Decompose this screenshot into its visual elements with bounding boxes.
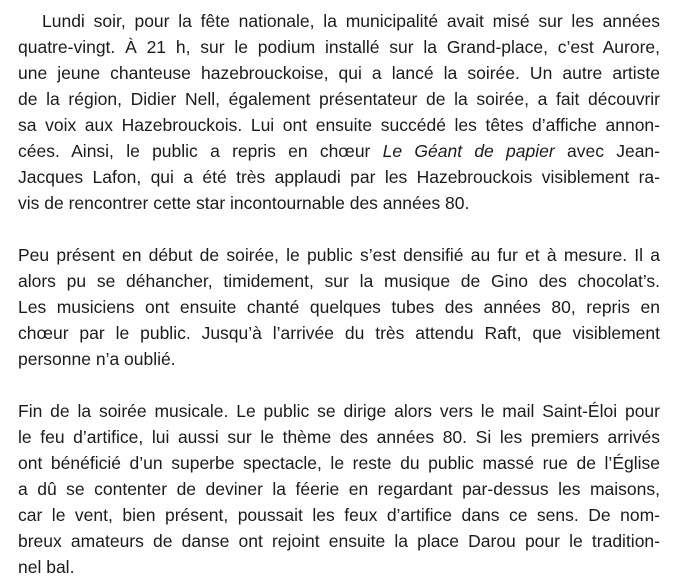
text-line: sa voix aux Hazebrouckois. Lui ont ensuite succédé les têtes d’affiche annon- <box>18 115 660 135</box>
text-line: breux amateurs de danse ont rejoint ensuite la place Darou pour le tradition- <box>18 531 660 551</box>
text-line: ont bénéficié d’un superbe spectacle, le reste du public massé rue de l’Église <box>18 453 660 473</box>
text-line: alors pu se déhancher, timidement, sur la musique de Gino des chocolat’s. <box>18 271 660 291</box>
paragraph-2 <box>18 242 660 372</box>
text-line: le feu d’artifice, lui aussi sur le thème des années 80. Si les premiers arrivés <box>18 427 660 447</box>
text-line: une jeune chanteuse hazebrouckoise, qui a lancé la soirée. Un autre artiste <box>18 63 660 83</box>
text-line: Jacques Lafon, qui a été très applaudi par les Hazebrouckois visiblement ra- <box>18 167 660 187</box>
text-line: Les musiciens ont ensuite chanté quelques tubes des années 80, repris en <box>18 297 660 317</box>
paragraph-3 <box>18 398 660 580</box>
text-line: personne n’a oublié. <box>18 349 176 369</box>
article-body <box>18 0 660 580</box>
paragraph-1 <box>18 8 660 216</box>
text-line: a dû se contenter de deviner la féerie en regardant par-dessus les maisons, <box>18 479 660 499</box>
text-line: chœur par le public. Jusqu’à l’arrivée du très attendu Raft, que visiblement <box>18 323 660 343</box>
top-spacing <box>18 0 660 8</box>
text-segment: avec Jean- <box>554 141 660 161</box>
text-line: nel bal. <box>18 557 75 577</box>
text-line: de la région, Didier Nell, également présentateur de la soirée, a fait découvrir <box>18 89 660 109</box>
song-title: Le Géant de papier <box>382 141 555 161</box>
text-line: vis de rencontrer cette star incontournable des années 80. <box>18 193 470 213</box>
text-line: Fin de la soirée musicale. Le public se dirige alors vers le mail Saint-Éloi pour <box>18 401 660 421</box>
text-segment: cées. Ainsi, le public a repris en chœur <box>18 141 383 161</box>
text-line: quatre-vingt. À 21 h, sur le podium installé sur la Grand-place, c’est Aurore, <box>18 37 660 57</box>
text-line-with-title <box>18 138 660 164</box>
text-line: Lundi soir, pour la fête nationale, la municipalité avait misé sur les années <box>42 11 660 31</box>
text-line: Peu présent en début de soirée, le public s’est densifié au fur et à mesure. Il a <box>18 245 660 265</box>
text-line: car le vent, bien présent, poussait les feux d’artifice dans ce sens. De nom- <box>18 505 660 525</box>
